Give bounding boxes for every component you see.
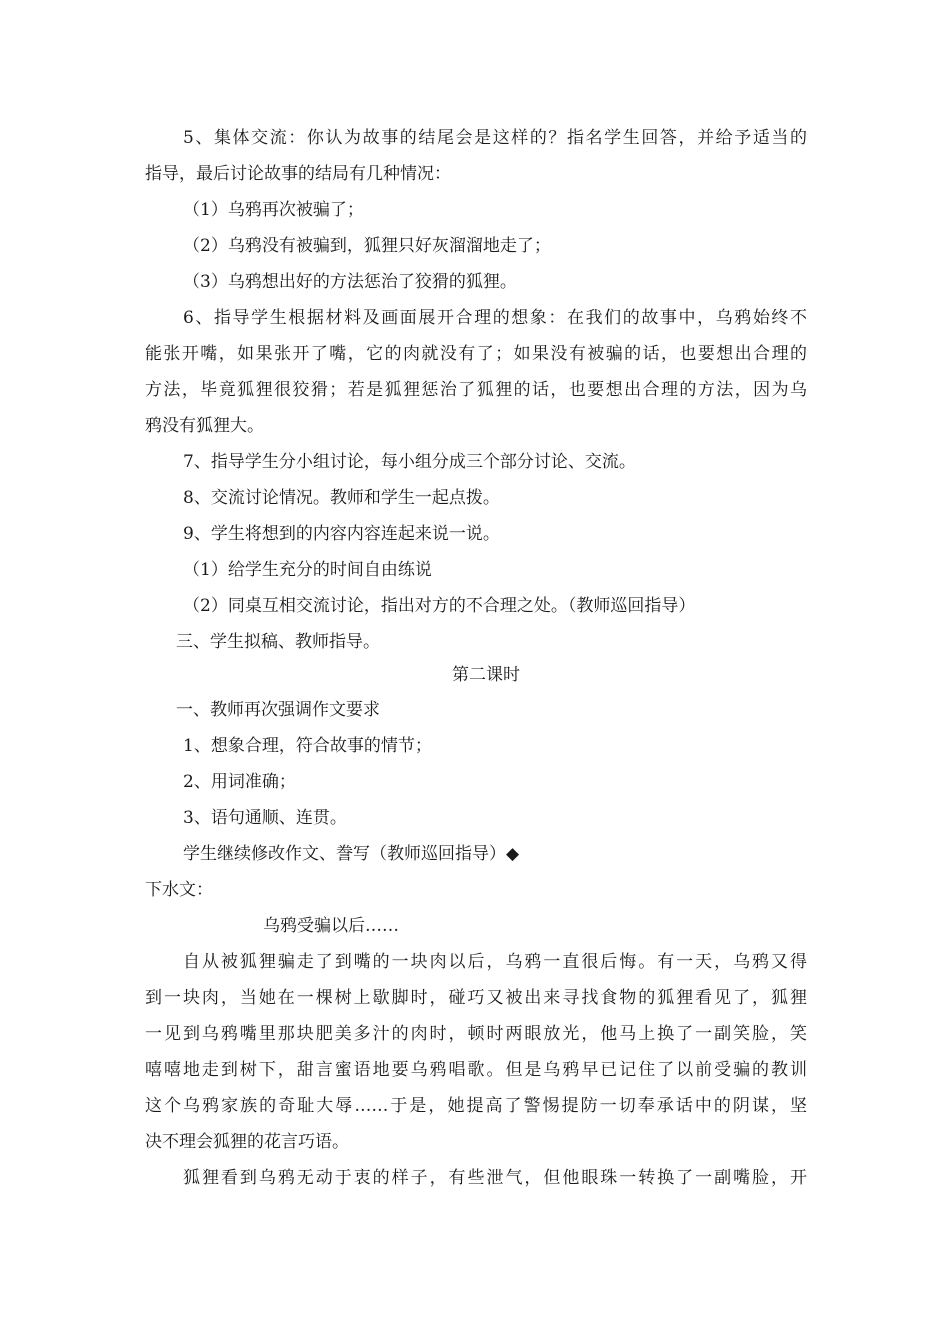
text-line: 1、想象合理，符合故事的情节； [183,736,432,756]
text-line: 到一块肉，当她在一棵树上歇脚时，碰巧又被出来寻找食物的狐狸看见了，狐狸 [145,988,807,1008]
text-line: 自从被狐狸骗走了到嘴的一块肉以后，乌鸦一直很后悔。有一天，乌鸦又得 [183,952,807,972]
section-heading: 第二课时 [452,665,520,685]
text-line: 下水文： [145,880,213,900]
text-line: （2）乌鸦没有被骗到，狐狸只好灰溜溜地走了； [183,236,551,256]
text-line: 鸦没有狐狸大。 [145,416,264,436]
text-line: 狐狸看到乌鸦无动于衷的样子，有些泄气，但他眼珠一转换了一副嘴脸，开 [183,1168,807,1188]
text-line: （2）同桌互相交流讨论，指出对方的不合理之处。（教师巡回指导） [183,596,696,616]
text-line: 方法，毕竟狐狸很狡猾；若是狐狸惩治了狐狸的话，也要想出合理的方法，因为乌 [145,380,807,400]
text-line: 学生继续修改作文、誊写（教师巡回指导）◆ [183,844,520,864]
text-line: 这个乌鸦家族的奇耻大辱……于是，她提高了警惕提防一切奉承话中的阴谋，坚 [145,1096,807,1116]
text-line: 9、学生将想到的内容内容连起来说一说。 [183,524,500,544]
text-line: 3、语句通顺、连贯。 [183,808,347,828]
text-line: 三、学生拟稿、教师指导。 [176,632,380,652]
text-line: （3）乌鸦想出好的方法惩治了狡猾的狐狸。 [183,272,517,292]
text-line: 指导，最后讨论故事的结局有几种情况： [145,164,451,184]
text-line: 7、指导学生分小组讨论，每小组分成三个部分讨论、交流。 [183,452,636,472]
text-line: （1）乌鸦再次被骗了； [183,200,364,220]
text-line: 一见到乌鸦嘴里那块肥美多汁的肉时，顿时两眼放光，他马上换了一副笑脸，笑 [145,1024,807,1044]
text-line: 8、交流讨论情况。教师和学生一起点拨。 [183,488,500,508]
text-line: 一、教师再次强调作文要求 [176,700,380,720]
text-line: 能张开嘴，如果张开了嘴，它的肉就没有了；如果没有被骗的话，也要想出合理的 [145,344,807,364]
text-line: 6、指导学生根据材料及画面展开合理的想象：在我们的故事中，乌鸦始终不 [183,308,807,328]
text-line: （1）给学生充分的时间自由练说 [183,560,432,580]
text-line: 决不理会狐狸的花言巧语。 [145,1132,349,1152]
text-line: 2、用词准确； [183,772,296,792]
text-line: 5、集体交流：你认为故事的结尾会是这样的？指名学生回答，并给予适当的 [183,128,807,148]
text-line: 嘻嘻地走到树下，甜言蜜语地要乌鸦唱歌。但是乌鸦早已记住了以前受骗的教训 [145,1060,807,1080]
essay-title: 乌鸦受骗以后…… [263,916,399,936]
